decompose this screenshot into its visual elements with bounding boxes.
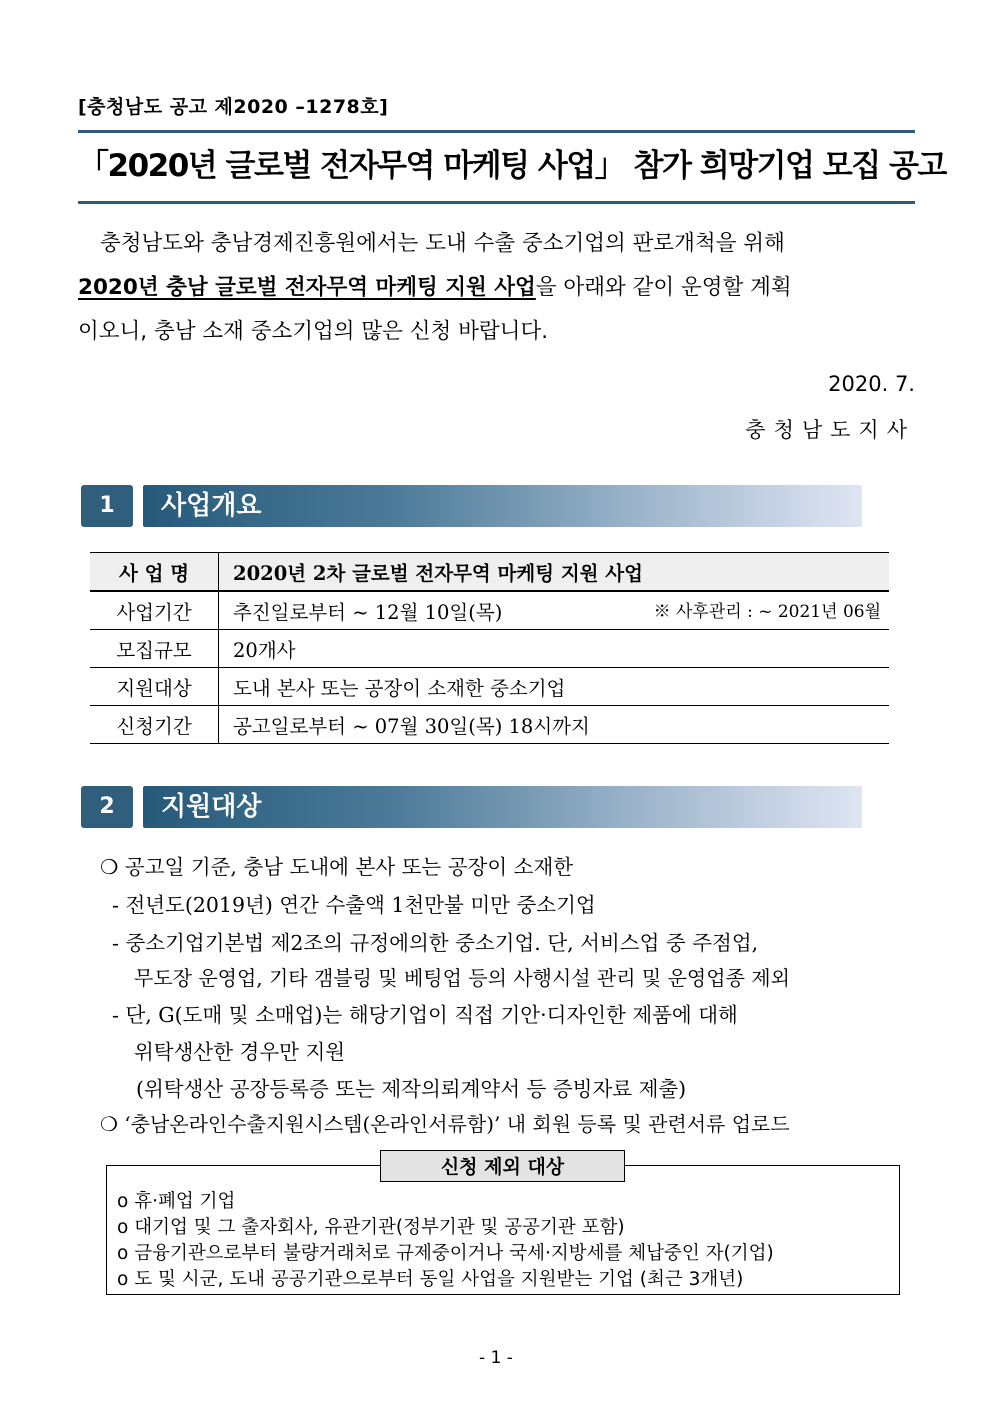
- table-row: [90, 668, 889, 706]
- exclusion-title: 신청 제외 대상: [380, 1150, 625, 1182]
- row-label: 모집규모: [90, 630, 219, 668]
- title-rule-bottom: [78, 201, 915, 204]
- row-value: 20개사: [219, 630, 890, 668]
- notice-date: 2020. 7.: [828, 372, 915, 396]
- intro-line-3: 이오니, 충남 소재 중소기업의 많은 신청 바랍니다.: [78, 319, 549, 344]
- row-label: 사업기간: [90, 591, 219, 630]
- section-2-title: 지원대상: [143, 786, 862, 828]
- section-1-number: 1: [81, 485, 133, 527]
- table-row: [90, 706, 889, 744]
- table-row: [90, 553, 889, 592]
- exclusion-item: o 대기업 및 그 출자회사, 유관기관(정부기관 및 공공기관 포함): [117, 1217, 625, 1238]
- eligibility-continuation: 무도장 운영업, 기타 갬블링 및 베팅업 등의 사행시설 관리 및 운영업종 제외: [134, 966, 790, 990]
- page-title: 「2020년 글로벌 전자무역 마케팅 사업」 참가 희망기업 모집 공고: [78, 148, 946, 184]
- row-label: 지원대상: [90, 668, 219, 706]
- intro-line-2: [78, 266, 915, 310]
- intro-line-1: 충청남도와 충남경제진흥원에서는 도내 수출 중소기업의 판로개척을 위해: [100, 231, 785, 256]
- issuing-organization: 충청남도지사: [745, 418, 915, 442]
- eligibility-evidence-note: (위탁생산 공장등록증 또는 제작의뢰계약서 등 증빙자료 제출): [136, 1077, 687, 1101]
- exclusion-item: o 휴·폐업 기업: [117, 1191, 236, 1212]
- exclusion-item: o 도 및 시군, 도내 공공기관으로부터 동일 사업을 지원받는 기업 (최근 3개년): [117, 1269, 744, 1290]
- row-value: 도내 본사 또는 공장이 소재한 중소기업: [219, 668, 890, 706]
- program-name: 2020년 충남 글로벌 전자무역 마케팅 지원 사업: [78, 275, 536, 300]
- section-2-number: 2: [81, 786, 133, 828]
- row-value: 추진일로부터 ~ 12월 10일(목): [233, 600, 503, 624]
- title-rule-top: [78, 130, 915, 133]
- page-number: - 1 -: [479, 1348, 513, 1368]
- row-label: 신청기간: [90, 706, 219, 744]
- eligibility-item: ❍ ‘충남온라인수출지원시스템(온라인서류함)’ 내 회원 등록 및 관련서류 업로드: [100, 1112, 790, 1136]
- overview-table: [90, 552, 889, 744]
- eligibility-sub-item: - 중소기업기본법 제2조의 규정에의한 중소기업. 단, 서비스업 중 주점업,: [112, 931, 759, 955]
- exclusion-item: o 금융기관으로부터 불량거래처로 규제중이거나 국세·지방세를 체납중인 자(기업): [117, 1243, 774, 1264]
- section-1-title: 사업개요: [143, 485, 862, 527]
- eligibility-sub-item: - 전년도(2019년) 연간 수출액 1천만불 미만 중소기업: [112, 893, 596, 917]
- eligibility-sub-item: - 단, G(도매 및 소매업)는 해당기업이 직접 기안·디자인한 제품에 대해: [112, 1003, 738, 1027]
- intro-line-2-rest: 을 아래와 같이 운영할 계획: [535, 275, 792, 300]
- table-row: [90, 591, 889, 630]
- eligibility-item: ❍ 공고일 기준, 충남 도내에 본사 또는 공장이 소재한: [100, 855, 574, 879]
- intro-paragraph: [78, 222, 915, 354]
- table-row: [90, 630, 889, 668]
- row-label: 사 업 명: [90, 553, 219, 592]
- row-value: 공고일로부터 ~ 07월 30일(목) 18시까지: [219, 706, 890, 744]
- row-value: 2020년 2차 글로벌 전자무역 마케팅 지원 사업: [219, 553, 890, 592]
- row-value-cell: [219, 591, 890, 630]
- notice-number: [충청남도 공고 제2020 –1278호]: [78, 96, 389, 118]
- row-note: ※ 사후관리 : ~ 2021년 06월: [653, 601, 881, 622]
- eligibility-continuation: 위탁생산한 경우만 지원: [134, 1040, 346, 1064]
